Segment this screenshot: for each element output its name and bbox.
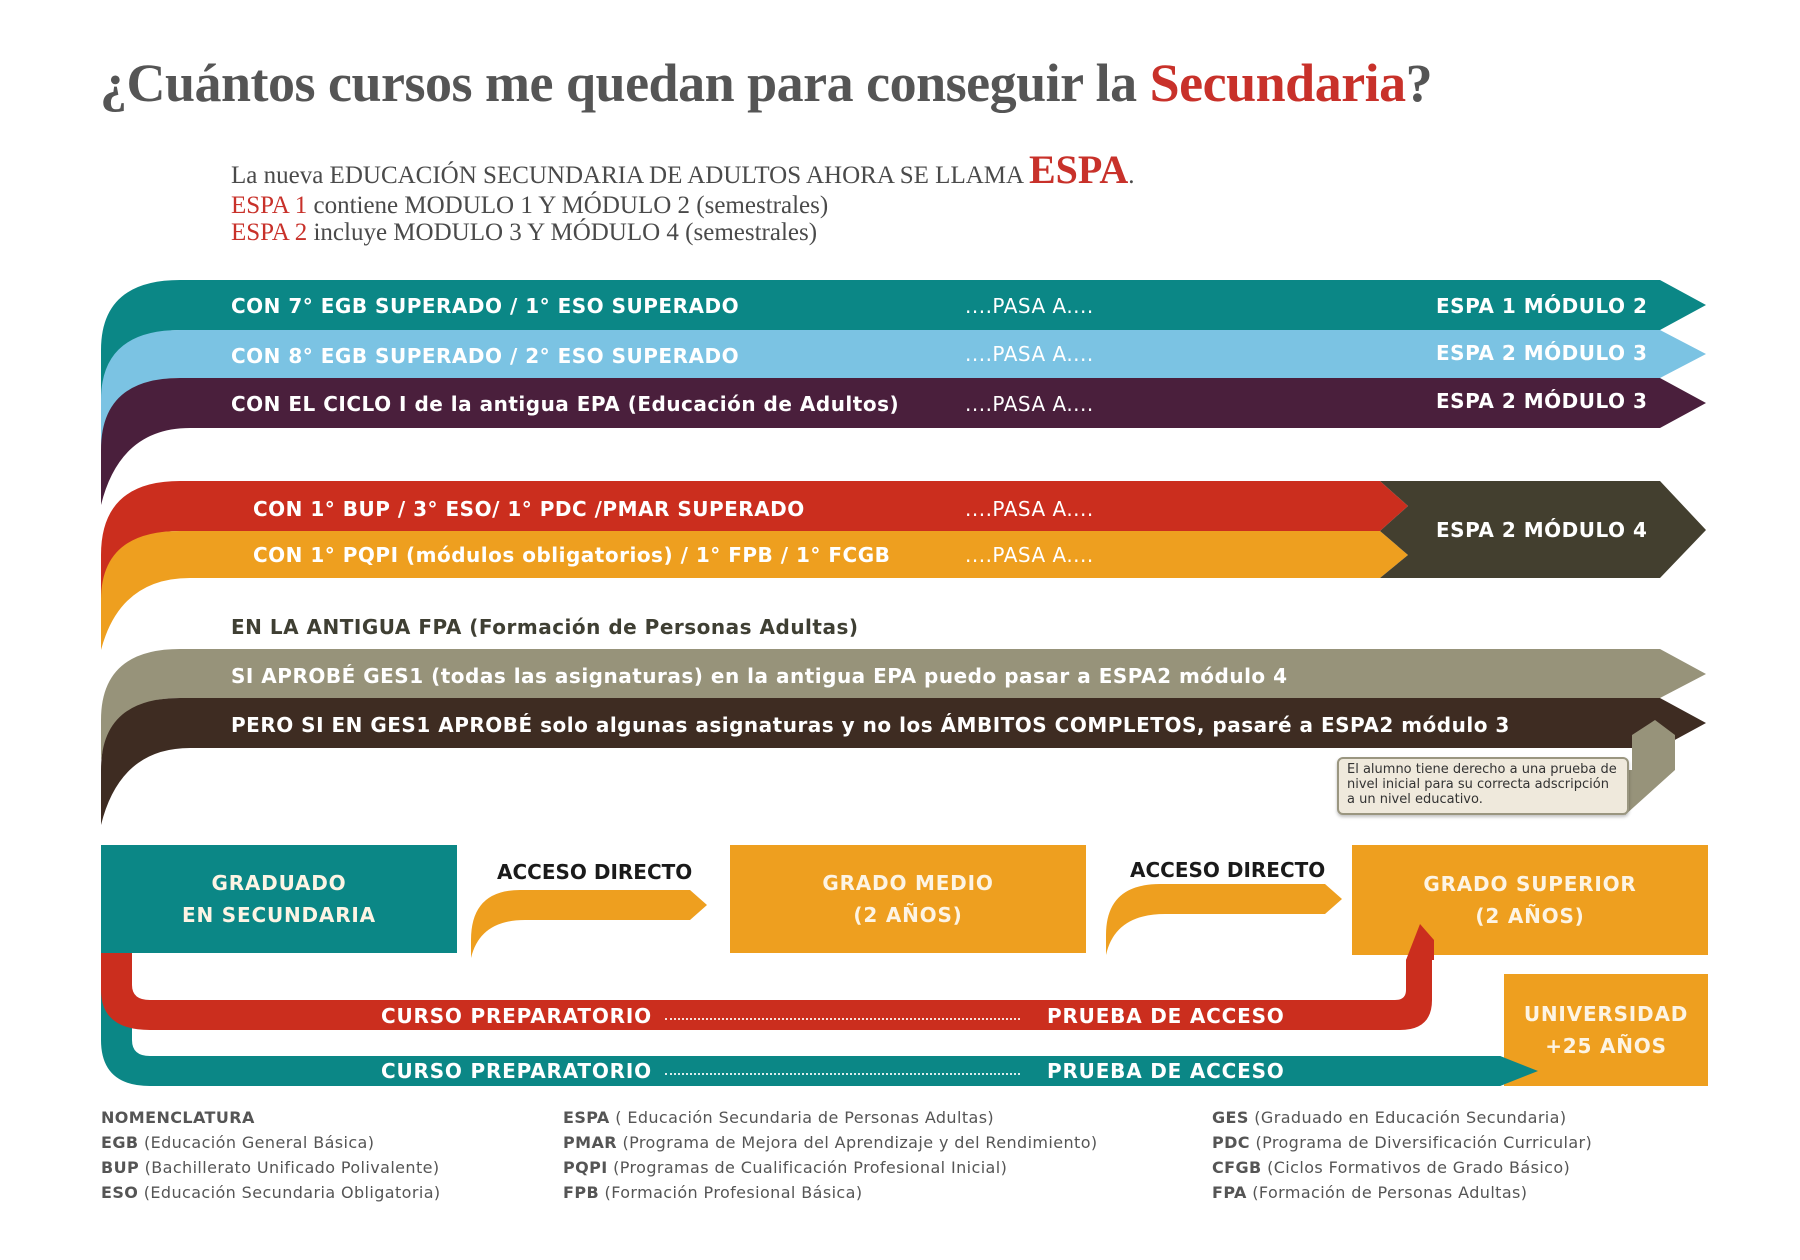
teal-bar-prueba-acceso: PRUEBA DE ACCESO xyxy=(1047,1059,1285,1083)
title-suffix: ? xyxy=(1405,53,1433,113)
row-connector-label: ....PASA A.... xyxy=(965,543,1094,567)
subtitle-text: La nueva EDUCACIÓN SECUNDARIA DE ADULTOS AHORA SE LLAMA xyxy=(231,162,1029,189)
nomenclature-item: GES (Graduado en Educación Secundaria) xyxy=(1212,1108,1567,1127)
nomenclature-item: EGB (Educación General Básica) xyxy=(101,1133,375,1152)
espa2-text: incluye MODULO 3 Y MÓDULO 4 (semestrales) xyxy=(307,219,818,246)
nomenclature-item: BUP (Bachillerato Unificado Polivalente) xyxy=(101,1158,440,1177)
graduado-line1: GRADUADO xyxy=(211,871,347,895)
espa2-label: ESPA 2 xyxy=(231,219,308,246)
grado-superior-box xyxy=(1352,845,1708,955)
nomenclature-item: FPA (Formación de Personas Adultas) xyxy=(1212,1183,1528,1202)
ges1-partial-row-label: PERO SI EN GES1 APROBÉ solo algunas asignaturas y no los ÁMBITOS COMPLETOS, pasaré a ESPA2 módulo 3 xyxy=(231,713,1510,737)
acceso-directo-label-2: ACCESO DIRECTO xyxy=(1130,858,1326,882)
nomenclature-column-1 xyxy=(101,1105,441,1205)
grado-superior-line2: (2 AÑOS) xyxy=(1475,904,1585,928)
nomenclature-item: ESO (Educación Secundaria Obligatoria) xyxy=(101,1183,441,1202)
red-bar-prueba-acceso: PRUEBA DE ACCESO xyxy=(1047,1004,1285,1028)
row-origin-label: CON 7° EGB SUPERADO / 1° ESO SUPERADO xyxy=(231,294,740,318)
nomenclature-item: CFGB (Ciclos Formativos de Grado Básico) xyxy=(1212,1158,1571,1177)
row-destination-label: ESPA 2 MÓDULO 3 xyxy=(1436,389,1648,413)
row-connector-label: ....PASA A.... xyxy=(965,294,1094,318)
red-bar-dotted-leader xyxy=(665,1018,1020,1020)
nomenclature-column-3 xyxy=(1212,1105,1592,1205)
nomenclature-item: PMAR (Programa de Mejora del Aprendizaje y del Rendimiento) xyxy=(563,1133,1098,1152)
row-destination-label: ESPA 1 MÓDULO 2 xyxy=(1436,294,1648,318)
acceso-directo-arrow-1 xyxy=(471,890,707,958)
teal-bar-dotted-leader xyxy=(665,1073,1020,1075)
ges1-full-row-label: SI APROBÉ GES1 (todas las asignaturas) en la antigua EPA puedo pasar a ESPA2 módulo 4 xyxy=(231,664,1288,688)
row-destination-label: ESPA 2 MÓDULO 3 xyxy=(1436,341,1648,365)
grado-medio-box xyxy=(730,845,1086,953)
espa1-label: ESPA 1 xyxy=(231,192,308,219)
row-connector-label: ....PASA A.... xyxy=(965,342,1094,366)
nomenclature-item: PDC (Programa de Diversificación Curricular) xyxy=(1212,1133,1593,1152)
nomenclature-item: PQPI (Programas de Cualificación Profesional Inicial) xyxy=(563,1158,1008,1177)
graduado-line2: EN SECUNDARIA xyxy=(182,903,376,927)
grado-medio-line1: GRADO MEDIO xyxy=(822,871,994,895)
row-origin-label: CON 1° PQPI (módulos obligatorios) / 1° FPB / 1° FCGB xyxy=(253,543,891,567)
nomenclature-column-2 xyxy=(563,1105,1098,1205)
subtitle-suffix: . xyxy=(1128,162,1135,189)
universidad-25-box xyxy=(1504,974,1708,1086)
espa1-text: contiene MODULO 1 Y MÓDULO 2 (semestrales) xyxy=(307,192,829,219)
nomenclature-heading: NOMENCLATURA xyxy=(101,1108,255,1127)
row-origin-label: CON EL CICLO I de la antigua EPA (Educación de Adultos) xyxy=(231,392,900,416)
destination-espa2-modulo4: ESPA 2 MÓDULO 4 xyxy=(1436,518,1648,542)
row-origin-label: CON 8° EGB SUPERADO / 2° ESO SUPERADO xyxy=(231,344,740,368)
acceso-directo-arrow-2 xyxy=(1106,884,1342,955)
grado-superior-line1: GRADO SUPERIOR xyxy=(1423,872,1637,896)
red-bar-curso-preparatorio: CURSO PREPARATORIO xyxy=(381,1004,652,1028)
universidad-line2: +25 AÑOS xyxy=(1545,1034,1667,1058)
fpa-section-heading: EN LA ANTIGUA FPA (Formación de Personas Adultas) xyxy=(231,615,859,639)
nomenclature-item: ESPA ( Educación Secundaria de Personas Adultas) xyxy=(563,1108,995,1127)
title-highlight: Secundaria xyxy=(1149,53,1406,113)
row-connector-label: ....PASA A.... xyxy=(965,497,1094,521)
grado-medio-line2: (2 AÑOS) xyxy=(853,903,963,927)
graduado-secundaria-box xyxy=(101,845,457,953)
nomenclature-item: FPB (Formación Profesional Básica) xyxy=(563,1183,863,1202)
teal-bar-curso-preparatorio: CURSO PREPARATORIO xyxy=(381,1059,652,1083)
title-text: ¿Cuántos cursos me quedan para conseguir la xyxy=(100,53,1150,113)
placement-test-note: El alumno tiene derecho a una prueba de nivel inicial para su correcta adscripción a un nivel educativo. xyxy=(1337,757,1629,815)
subtitle-highlight: ESPA xyxy=(1028,147,1129,192)
acceso-directo-label-1: ACCESO DIRECTO xyxy=(497,860,693,884)
row-origin-label: CON 1° BUP / 3° ESO/ 1° PDC /PMAR SUPERADO xyxy=(253,497,805,521)
row-connector-label: ....PASA A.... xyxy=(965,392,1094,416)
universidad-line1: UNIVERSIDAD xyxy=(1523,1002,1689,1026)
